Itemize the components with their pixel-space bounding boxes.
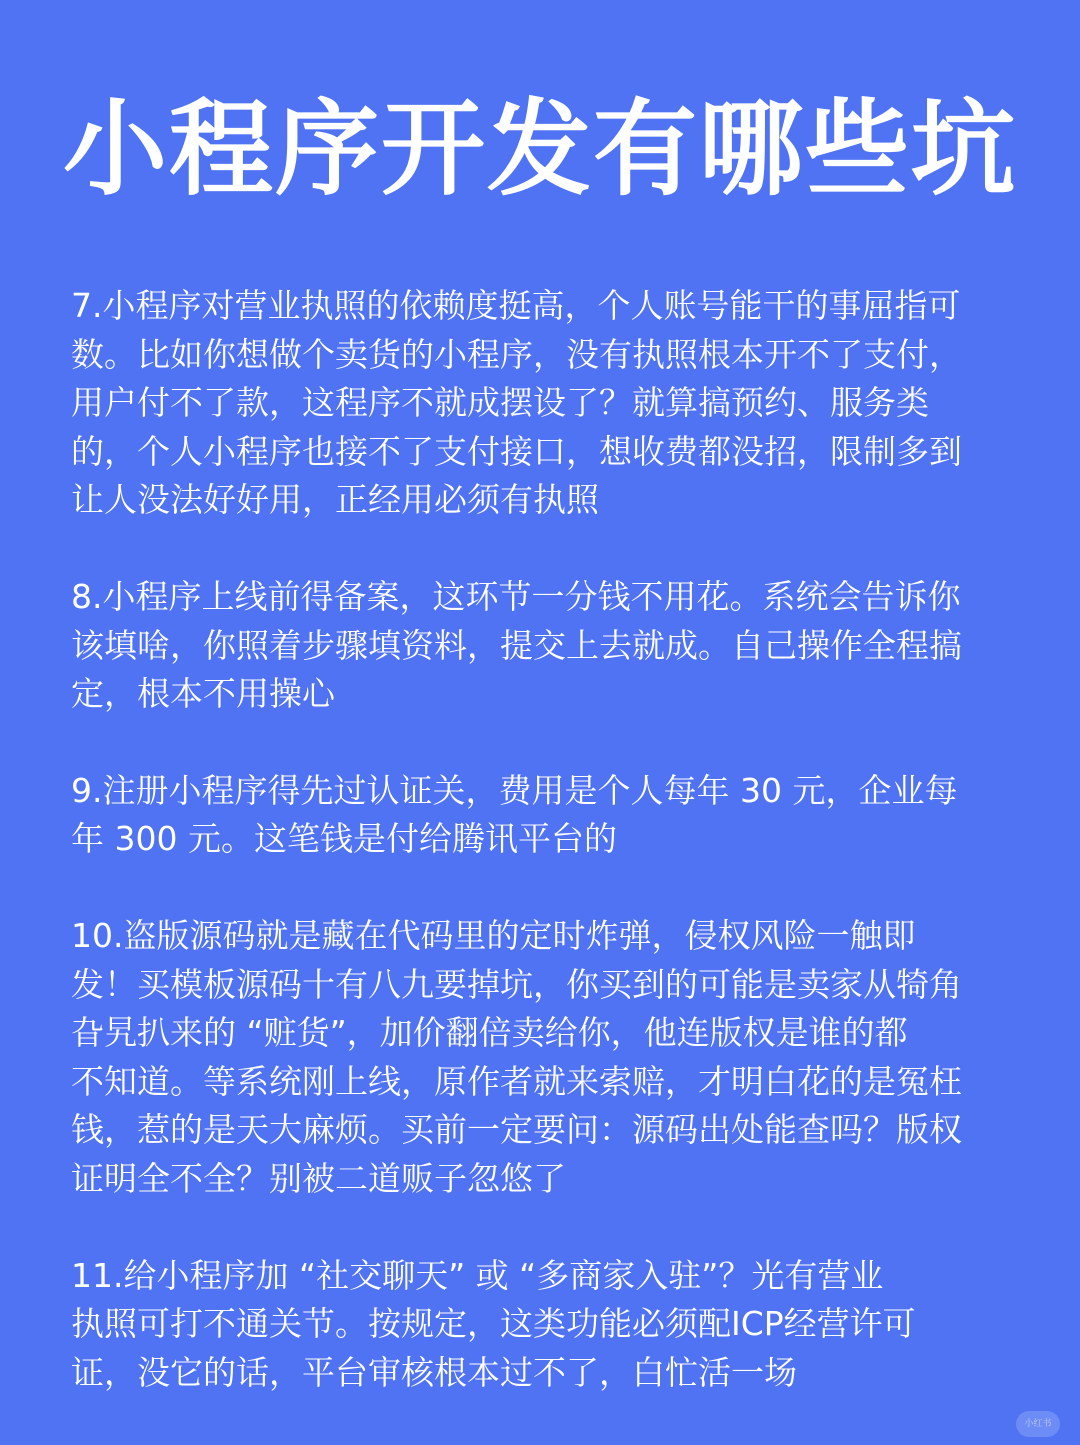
page-title: 小程序开发有哪些坑	[62, 88, 1017, 210]
paragraph-8: 8.小程序上线前得备案，这环节一分钱不用花。系统会告诉你 该填啥，你照着步骤填资料，提交上去就成。自己操作全程搞 定，根本不用操心	[71, 576, 962, 714]
article-body	[71, 282, 1011, 1445]
paragraph-10: 10.盗版源码就是藏在代码里的定时炸弹，侵权风险一触即 发！买模板源码十有八九要掉坑，你买到的可能是卖家从犄角 旮旯扒来的 “赃货”，加价翻倍卖给你，他连版权是谁的都 不知道。等系统刚上线，原作者就来索赔，才明白花的是冤枉 钱，惹的是天大麻烦。买前一定要问：源码出处能查吗？版权 证明全不全？别被二道贩子忽悠了	[71, 915, 962, 1198]
paragraph-9: 9.注册小程序得先过认证关，费用是个人每年 30 元，企业每 年 300 元。这笔钱是付给腾讯平台的	[71, 770, 958, 859]
paragraph-7: 7.小程序对营业执照的依赖度挺高，个人账号能干的事屈指可 数。比如你想做个卖货的小程序，没有执照根本开不了支付， 用户付不了款，这程序不就成摆设了？就算搞预约、服务类 的，个人小程序也接不了支付接口，想收费都没招，限制多到 让人没法好好用，正经用必须有执照	[71, 286, 962, 520]
watermark-logo: 小红书	[1016, 1411, 1060, 1437]
paragraph-11: 11.给小程序加 “社交聊天” 或 “多商家入驻”？光有营业 执照可打不通关节。按规定，这类功能必须配ICP经营许可 证，没它的话，平台审核根本过不了，白忙活一场	[71, 1255, 916, 1392]
